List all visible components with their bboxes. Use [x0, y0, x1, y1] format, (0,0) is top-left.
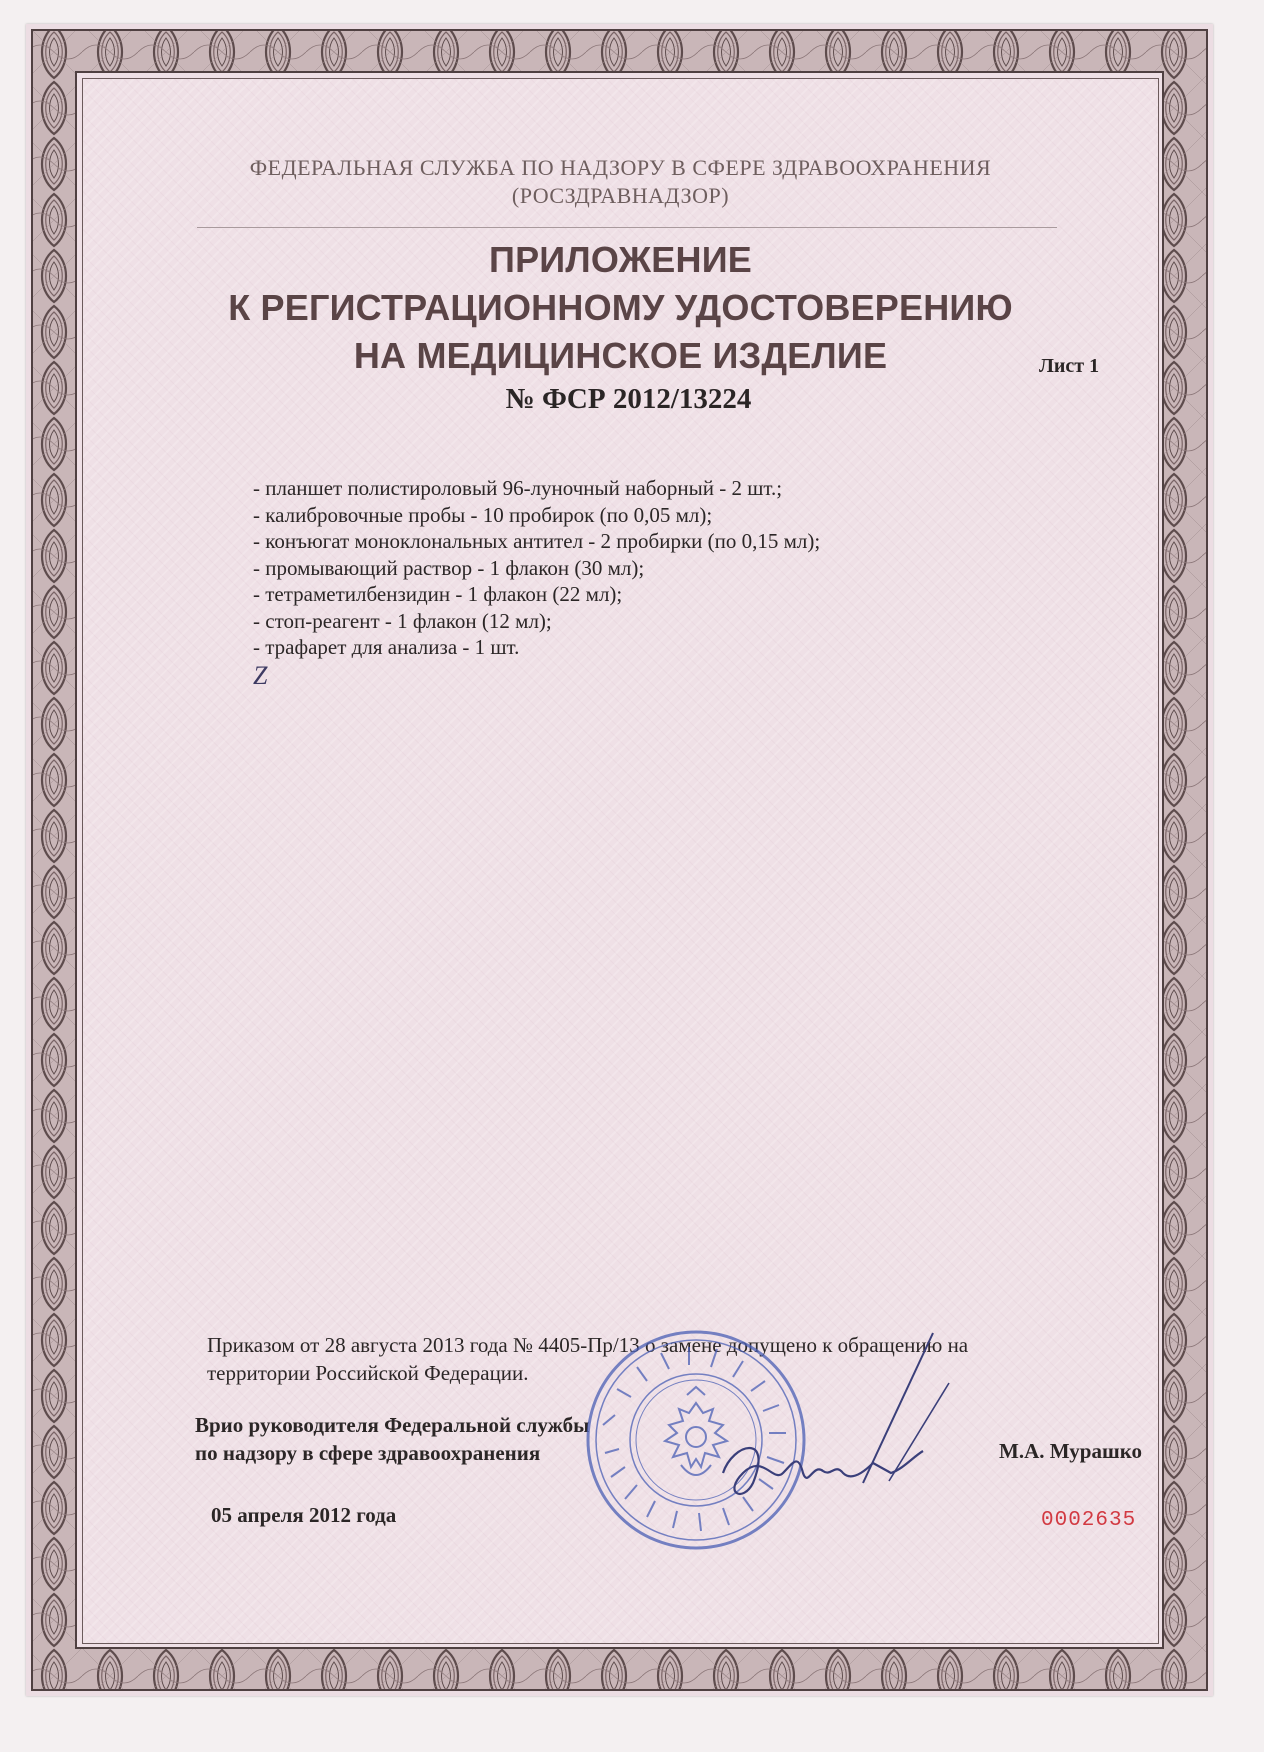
header-divider	[197, 227, 1057, 228]
list-item: - тетраметилбензидин - 1 флакон (22 мл);	[253, 582, 623, 606]
serial-number: 0002635	[1041, 1509, 1137, 1532]
list-item: - планшет полистироловый 96-луночный наборный - 2 шт.;	[253, 476, 783, 500]
end-of-list-mark: Z	[253, 661, 268, 690]
list-item: - конъюгат моноклональных антител - 2 пробирки (по 0,15 мл);	[253, 529, 821, 553]
order-line-1: Приказом от 28 августа 2013 года № 4405-Пр/13 о замене допущено к обращению на	[207, 1333, 969, 1357]
signatory-title-line-2: по надзору в сфере здравоохранения	[195, 1441, 541, 1465]
document-title: ПРИЛОЖЕНИЕ	[489, 239, 752, 280]
kit-contents-list	[253, 475, 820, 661]
handwritten-signature	[713, 1323, 953, 1513]
signatory-name: М.А. Мурашко	[999, 1439, 1143, 1463]
agency-abbreviation: (РОСЗДРАВНАДЗОР)	[511, 183, 730, 208]
document-subtitle-line1: К РЕГИСТРАЦИОННОМУ УДОСТОВЕРЕНИЮ	[228, 287, 1013, 328]
order-line-2: территории Российской Федерации.	[207, 1361, 529, 1385]
document-subtitle-line2: НА МЕДИЦИНСКОЕ ИЗДЕЛИЕ	[353, 335, 888, 376]
document-body	[82, 78, 1159, 1644]
agency-name: ФЕДЕРАЛЬНАЯ СЛУЖБА ПО НАДЗОРУ В СФЕРЕ ЗДРАВООХРАНЕНИЯ	[249, 155, 992, 180]
sheet-number: Лист 1	[1039, 355, 1100, 377]
list-item: - стоп-реагент - 1 флакон (12 мл);	[253, 608, 552, 633]
list-item: - калибровочные пробы - 10 пробирок (по 0,05 мл);	[253, 502, 713, 527]
list-item: - промывающий раствор - 1 флакон (30 мл);	[253, 555, 645, 580]
signatory-title-line-1: Врио руководителя Федеральной службы	[195, 1413, 590, 1437]
certificate-sheet	[26, 24, 1213, 1696]
registration-number: № ФСР 2012/13224	[505, 383, 752, 415]
issue-date: 05 апреля 2012 года	[211, 1503, 397, 1527]
signatory-title	[195, 1411, 589, 1467]
list-item: - трафарет для анализа - 1 шт.	[253, 635, 520, 659]
